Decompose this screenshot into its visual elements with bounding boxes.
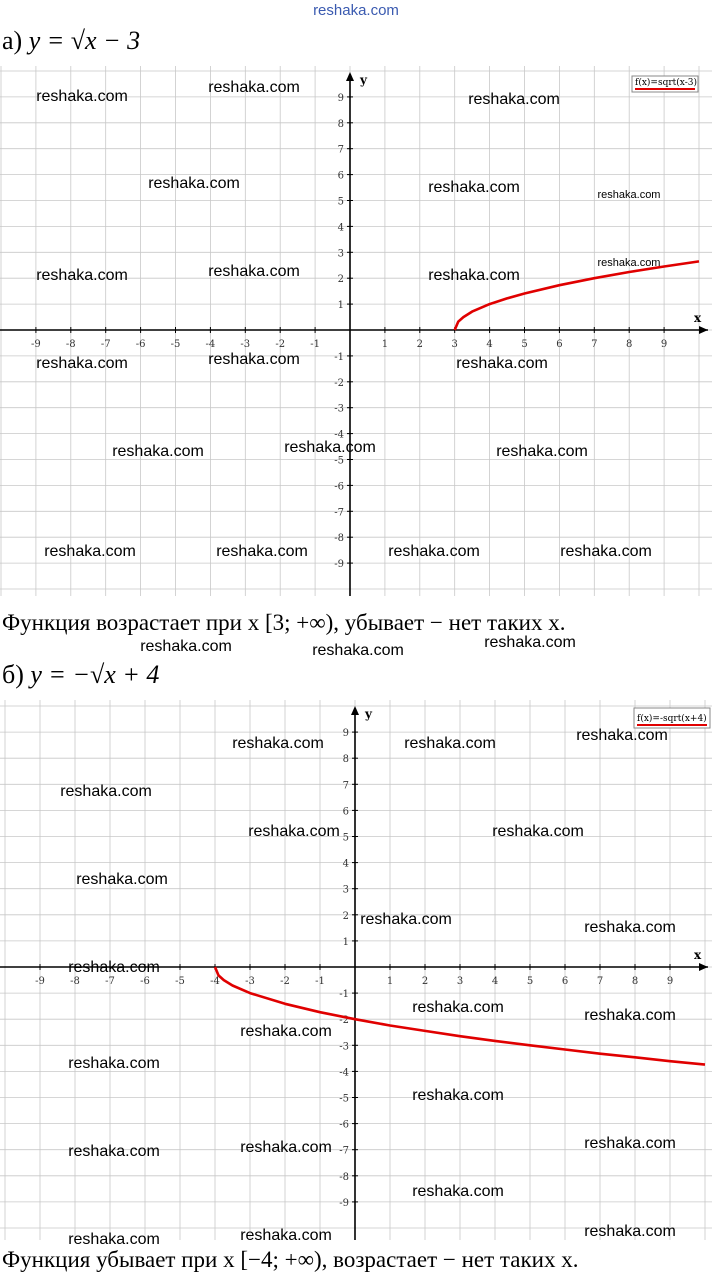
y-tick-label: -4 <box>334 429 344 441</box>
x-tick-label: -5 <box>170 339 181 350</box>
x-tick-label: 1 <box>381 339 389 350</box>
watermark-text: reshaka.com <box>360 911 452 928</box>
watermark-text: reshaka.com <box>597 257 661 269</box>
x-tick-label: -7 <box>105 976 115 987</box>
watermark-text: reshaka.com <box>208 351 300 368</box>
y-tick-label: 3 <box>337 248 344 260</box>
watermark-text: reshaka.com <box>412 999 504 1016</box>
x-axis-arrow <box>699 963 708 971</box>
x-tick-label: 3 <box>451 339 458 350</box>
y-tick-label: -5 <box>334 455 344 467</box>
x-axis-label: x <box>694 948 702 962</box>
watermark-text: reshaka.com <box>36 267 128 284</box>
x-tick-label: 1 <box>386 976 394 987</box>
x-tick-label: -3 <box>245 976 255 987</box>
watermark-text: reshaka.com <box>484 634 576 651</box>
x-axis-label: x <box>694 311 702 325</box>
part-a-label: а) <box>2 26 23 55</box>
watermark-text: reshaka.com <box>68 959 160 976</box>
part-b-heading <box>2 660 159 690</box>
watermark-text: reshaka.com <box>36 355 128 372</box>
y-tick-label: 2 <box>337 274 344 286</box>
x-tick-label: -4 <box>205 339 216 350</box>
y-axis-arrow <box>351 706 359 715</box>
y-tick-label: -4 <box>339 1067 349 1079</box>
y-tick-label: 6 <box>342 806 349 818</box>
y-tick-label: 9 <box>337 92 344 104</box>
y-tick-label: -6 <box>339 1119 349 1131</box>
y-tick-label: 5 <box>342 832 349 844</box>
x-tick-label: -9 <box>35 976 45 987</box>
watermark-text: reshaka.com <box>284 439 376 456</box>
y-tick-label: -7 <box>334 507 344 519</box>
x-tick-label: -6 <box>135 339 146 350</box>
watermark-text: reshaka.com <box>312 642 404 659</box>
watermark-text: reshaka.com <box>388 543 480 560</box>
y-tick-label: 4 <box>337 222 344 234</box>
y-axis-label: y <box>360 73 367 87</box>
watermark-text: reshaka.com <box>492 823 584 840</box>
watermark-text: reshaka.com <box>496 443 588 460</box>
y-tick-label: -3 <box>339 1041 349 1053</box>
x-tick-label: 8 <box>631 976 639 987</box>
y-axis-label: y <box>365 707 372 721</box>
x-tick-label: -9 <box>31 339 41 350</box>
grid <box>0 66 712 596</box>
watermark-text: reshaka.com <box>208 79 300 96</box>
legend-entry: f(x)=sqrt(x-3) <box>635 78 697 88</box>
y-tick-label: 7 <box>342 780 349 792</box>
part-b-label: б) <box>2 660 24 689</box>
watermark-text: reshaka.com <box>240 1139 332 1156</box>
y-tick-label: -8 <box>334 533 344 545</box>
x-tick-label: 9 <box>666 976 674 987</box>
y-tick-label: 2 <box>342 910 349 922</box>
y-tick-label: -6 <box>334 481 344 493</box>
y-tick-label: 5 <box>337 196 344 208</box>
watermark-text: reshaka.com <box>68 1055 160 1072</box>
x-tick-label: 4 <box>486 339 493 350</box>
part-b-description: Функция убывает при x [−4; +∞), возрастает − нет таких x. <box>2 1247 579 1272</box>
y-tick-label: -1 <box>339 989 349 1001</box>
watermark-text: reshaka.com <box>216 543 308 560</box>
watermark-text: reshaka.com <box>576 727 668 744</box>
x-tick-label: 7 <box>591 339 598 350</box>
x-tick-label: 6 <box>561 976 569 987</box>
y-tick-label: -8 <box>339 1171 349 1183</box>
y-tick-label: 3 <box>342 884 349 896</box>
x-tick-label: 2 <box>421 976 429 987</box>
y-tick-label: 6 <box>337 170 344 182</box>
watermark-text: reshaka.com <box>112 443 204 460</box>
part-a-formula: y = √x − 3 <box>28 26 141 55</box>
y-axis-arrow <box>346 72 354 81</box>
x-tick-label: 2 <box>416 339 423 350</box>
watermark-text: reshaka.com <box>68 1231 160 1248</box>
y-tick-label: -3 <box>334 403 344 415</box>
watermark-text: reshaka.com <box>560 543 652 560</box>
watermark-text: reshaka.com <box>468 91 560 108</box>
watermark-text: reshaka.com <box>584 1007 676 1024</box>
part-a-description: Функция возрастает при x [3; +∞), убывает − нет таких x. <box>2 610 566 635</box>
watermark-text: reshaka.com <box>148 175 240 192</box>
watermark-text: reshaka.com <box>456 355 548 372</box>
y-tick-label: 7 <box>337 144 344 156</box>
y-tick-label: -5 <box>339 1093 349 1105</box>
watermark-text: reshaka.com <box>68 1143 160 1160</box>
legend <box>632 76 698 92</box>
x-tick-label: -8 <box>70 976 80 987</box>
x-tick-label: 3 <box>456 976 464 987</box>
watermark-text: reshaka.com <box>240 1227 332 1244</box>
legend <box>634 708 710 728</box>
chart-a <box>0 66 712 596</box>
x-tick-label: -1 <box>315 976 325 987</box>
watermark-text: reshaka.com <box>44 543 136 560</box>
watermark-text: reshaka.com <box>412 1183 504 1200</box>
watermark-text: reshaka.com <box>76 871 168 888</box>
part-a-heading <box>2 26 140 56</box>
x-tick-label: -1 <box>310 339 320 350</box>
watermark-text: reshaka.com <box>240 1023 332 1040</box>
watermark-text: reshaka.com <box>248 823 340 840</box>
y-tick-label: 9 <box>342 728 349 740</box>
watermark-text: reshaka.com <box>404 735 496 752</box>
site-header[interactable]: reshaka.com <box>313 2 399 19</box>
y-tick-label: -7 <box>339 1145 349 1157</box>
y-tick-label: 4 <box>342 858 349 870</box>
x-tick-label: -6 <box>140 976 150 987</box>
y-tick-label: 8 <box>337 118 344 130</box>
watermark-text: reshaka.com <box>60 783 152 800</box>
x-tick-label: -2 <box>280 976 290 987</box>
x-tick-label: 4 <box>491 976 499 987</box>
x-axis-arrow <box>699 326 708 334</box>
y-tick-label: -9 <box>334 559 344 571</box>
x-tick-label: -4 <box>210 976 220 987</box>
watermark-text: reshaka.com <box>428 179 520 196</box>
watermark-text: reshaka.com <box>412 1087 504 1104</box>
y-tick-label: 8 <box>342 754 349 766</box>
watermark-text: reshaka.com <box>584 1223 676 1240</box>
x-tick-label: -3 <box>240 339 251 350</box>
watermark-text: reshaka.com <box>140 638 232 655</box>
x-tick-label: -5 <box>175 976 185 987</box>
watermark-text: reshaka.com <box>208 263 300 280</box>
legend-entry: f(x)=-sqrt(x+4) <box>637 714 707 724</box>
x-tick-label: 5 <box>526 976 534 987</box>
y-tick-label: -2 <box>339 1015 349 1027</box>
y-tick-label: 1 <box>342 936 349 948</box>
y-tick-label: 1 <box>337 300 344 312</box>
y-tick-label: -2 <box>334 377 344 389</box>
watermark-text: reshaka.com <box>584 1135 676 1152</box>
x-tick-label: 7 <box>596 976 604 987</box>
x-tick-label: -7 <box>100 339 111 350</box>
x-tick-label: 6 <box>556 339 563 350</box>
watermark-text: reshaka.com <box>428 267 520 284</box>
x-tick-label: 9 <box>660 339 668 350</box>
x-tick-label: 8 <box>626 339 633 350</box>
y-tick-label: -9 <box>339 1197 349 1209</box>
watermark-text: reshaka.com <box>232 735 324 752</box>
x-tick-label: 5 <box>521 339 528 350</box>
y-tick-label: -1 <box>334 351 344 363</box>
part-b-formula: y = −√x + 4 <box>30 660 160 689</box>
x-tick-label: -2 <box>275 339 286 350</box>
watermark-text: reshaka.com <box>584 919 676 936</box>
watermark-text: reshaka.com <box>597 189 661 201</box>
watermark-text: reshaka.com <box>36 88 128 105</box>
x-tick-label: -8 <box>65 339 76 350</box>
